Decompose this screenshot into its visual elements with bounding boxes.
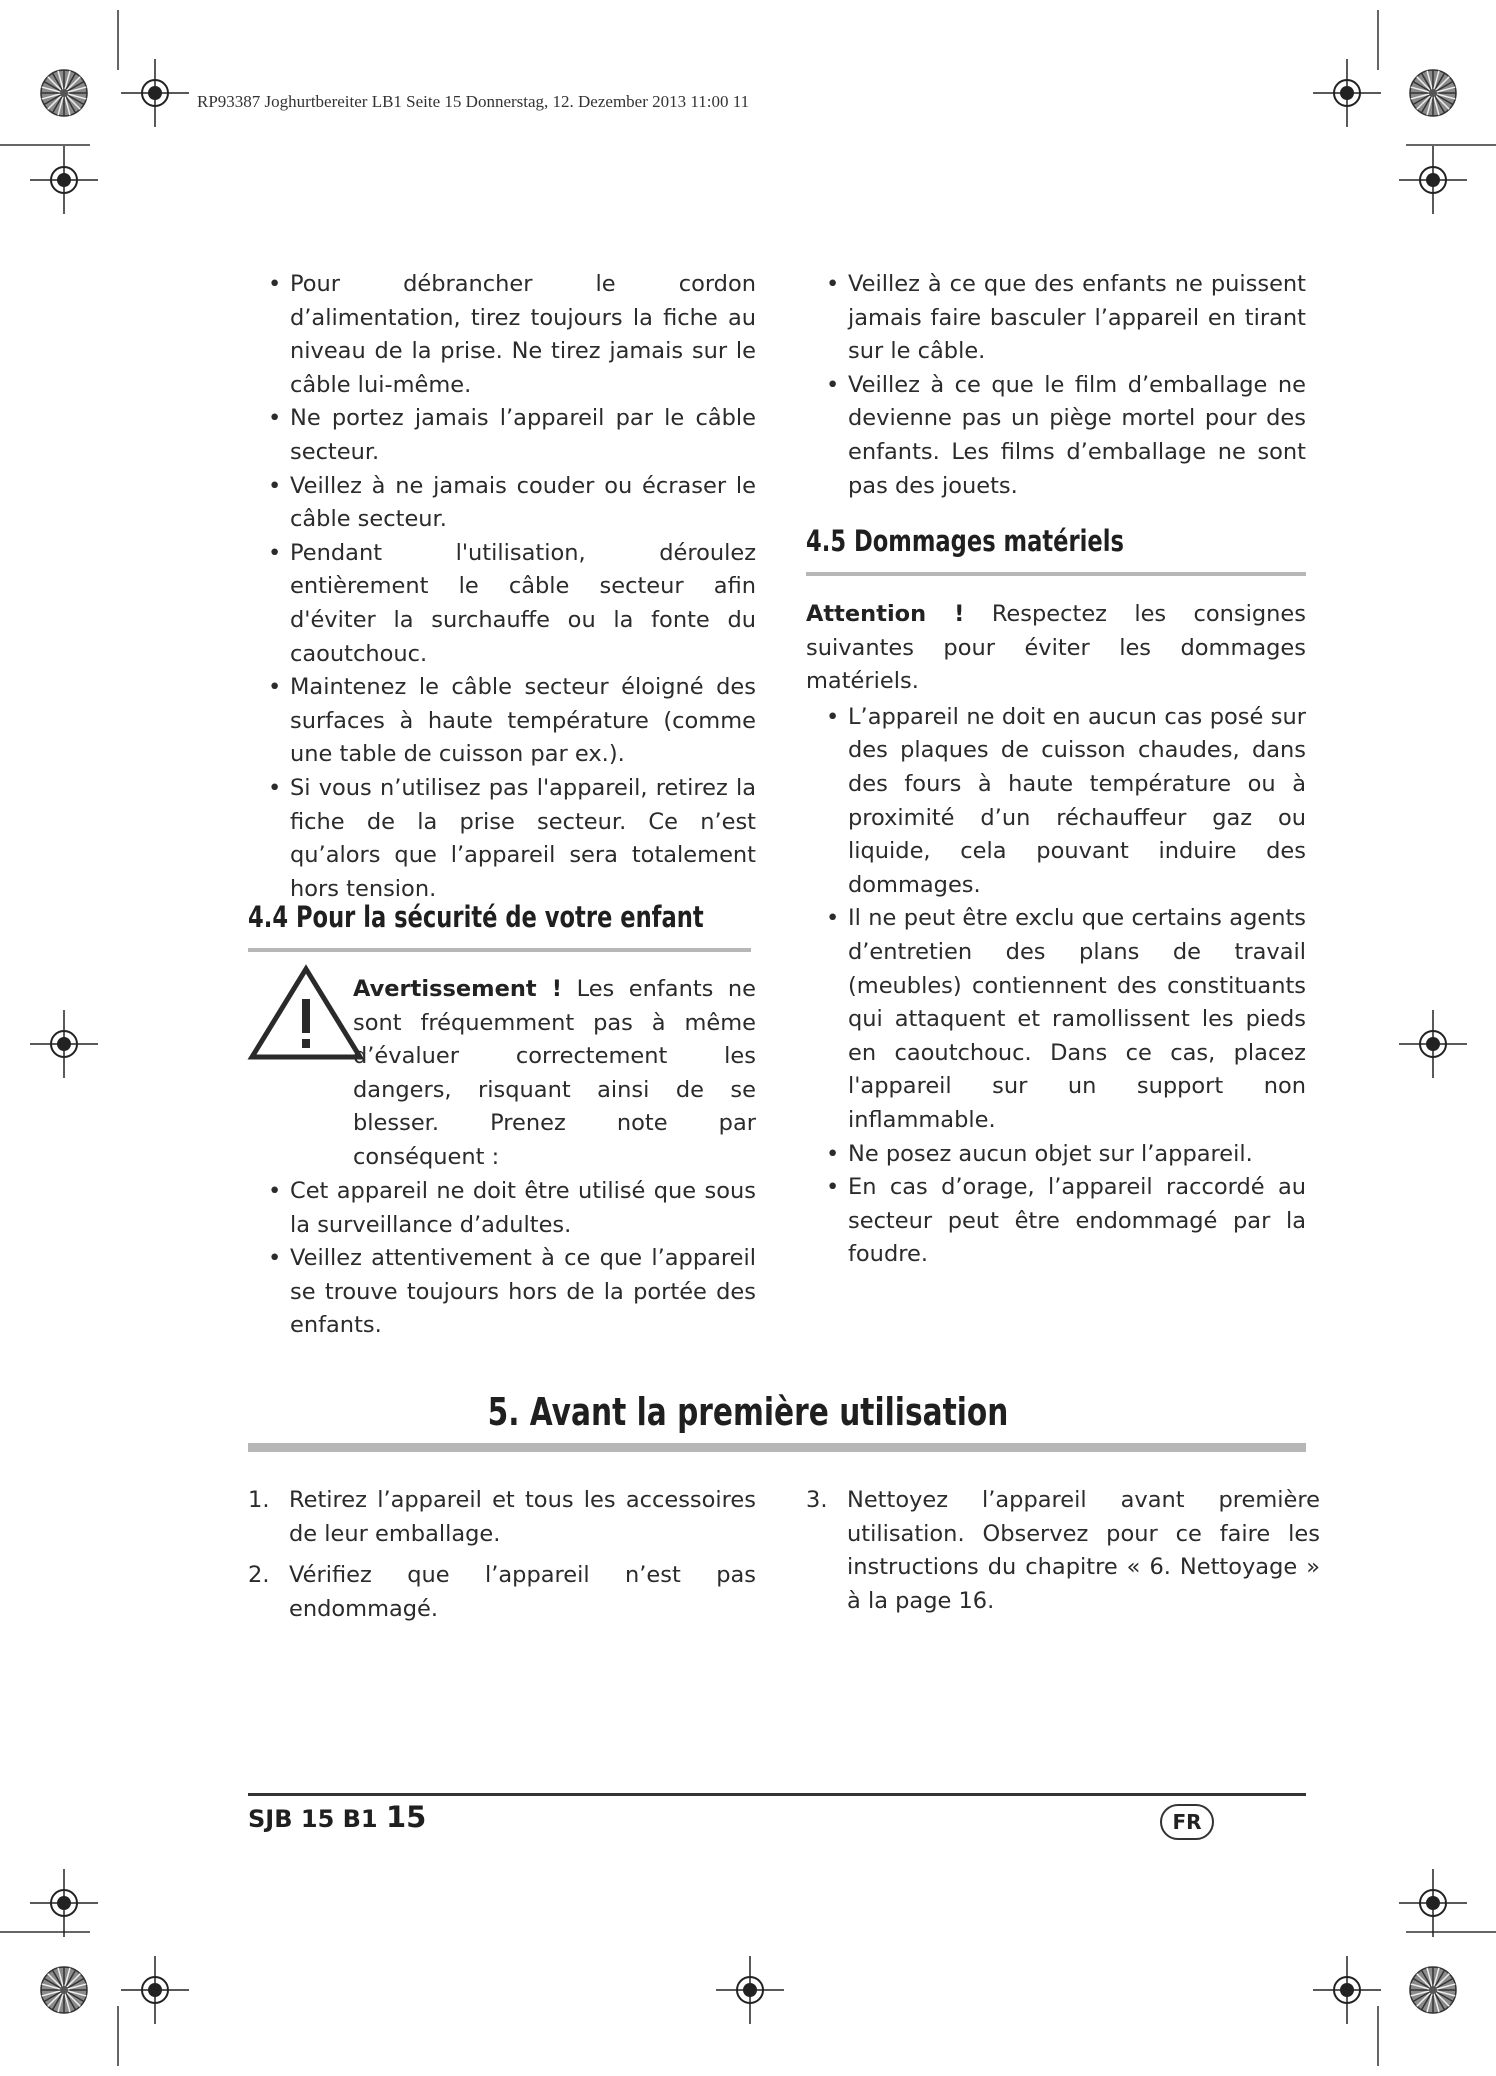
color-sunburst-mark xyxy=(1410,70,1456,116)
color-sunburst-mark xyxy=(41,1967,87,2013)
section-heading-4-4: 4.4 Pour la sécurité de votre enfant xyxy=(248,900,704,934)
list-item: • En cas d’orage, l’appareil raccordé au secteur peut être endommagé par la foudre. xyxy=(806,1171,1306,1272)
list-item: • Cet appareil ne doit être utilisé que sous la surveillance d’adultes. xyxy=(248,1175,756,1242)
registration-mark-icon xyxy=(1313,1956,1381,2024)
step-item xyxy=(806,1484,1320,1618)
list-item: • Si vous n’utilisez pas l'appareil, retirez la fiche de la prise secteur. Ce n’est qu’alors que l’appareil sera totalement hors tension. xyxy=(248,772,756,906)
child-safety-bullets xyxy=(248,1175,756,1343)
registration-mark-icon xyxy=(121,59,189,127)
registration-mark-icon xyxy=(716,1956,784,2024)
child-safety-list xyxy=(248,1175,756,1343)
registration-mark-icon xyxy=(30,1869,98,1937)
footer-rule xyxy=(248,1793,1306,1796)
page-number: 15 xyxy=(385,1800,427,1834)
list-item: • Veillez à ce que des enfants ne puissent jamais faire basculer l’appareil en tirant sur le câble. xyxy=(806,268,1306,369)
registration-mark-icon xyxy=(1399,146,1467,214)
print-slug-line: RP93387 Joghurtbereiter LB1 Seite 15 Donnerstag, 12. Dezember 2013 11:00 11 xyxy=(197,92,750,111)
section-heading-5: 5. Avant la première utilisation xyxy=(487,1390,1009,1434)
step-number: 1. xyxy=(248,1487,270,1513)
step-number: 2. xyxy=(248,1562,270,1589)
warning-paragraph xyxy=(353,973,756,1175)
step-number: 3. xyxy=(806,1487,828,1513)
left-column xyxy=(248,268,756,906)
list-item: • Ne portez jamais l’appareil par le câble secteur. xyxy=(248,402,756,469)
list-item: • L’appareil ne doit en aucun cas posé sur des plaques de cuisson chaudes, dans des fours à haute température ou à proximité d’un réchauffeur gaz ou liquide, cela pouvant induire des dommages. xyxy=(806,701,1306,903)
footer-model: SJB 15 B1 xyxy=(248,1805,378,1833)
step-list-right xyxy=(806,1484,1320,1618)
step-text: Vérifiez que l’appareil n’est pas endommagé. xyxy=(289,1562,756,1622)
steps-right xyxy=(806,1484,1320,1618)
warning-block xyxy=(353,973,756,1175)
registration-mark-icon xyxy=(1399,1869,1467,1937)
steps-left xyxy=(248,1484,756,1626)
attention-paragraph xyxy=(806,598,1306,699)
step-item xyxy=(248,1484,756,1551)
registration-mark-icon xyxy=(121,1956,189,2024)
language-badge: FR xyxy=(1160,1804,1214,1840)
list-item: • Veillez à ne jamais couder ou écraser le câble secteur. xyxy=(248,470,756,537)
list-item: • Pendant l'utilisation, déroulez entièrement le câble secteur afin d'éviter la surchauffe ou la fonte du caoutchouc. xyxy=(248,537,756,671)
step-text: Nettoyez l’appareil avant première utilisation. Observez pour ce faire les instructions du chapitre « 6. Nettoyage » à la page 16. xyxy=(847,1487,1320,1614)
warning-triangle-icon xyxy=(246,965,366,1065)
list-item: • Maintenez le câble secteur éloigné des surfaces à haute température (comme une table de cuisson par ex.). xyxy=(248,671,756,772)
warning-text: Les enfants ne sont fréquemment pas à même d’évaluer correctement les dangers, risquant ainsi de se blesser. Prenez note par conséquent : xyxy=(353,976,756,1170)
step-text: Retirez l’appareil et tous les accessoires de leur emballage. xyxy=(289,1487,756,1547)
section-rule xyxy=(248,1443,1306,1452)
right-column xyxy=(806,268,1306,503)
attention-label: Attention ! xyxy=(806,601,965,627)
registration-mark-icon xyxy=(1313,59,1381,127)
color-sunburst-mark xyxy=(1410,1967,1456,2013)
registration-mark-icon xyxy=(30,1010,98,1078)
registration-mark-icon xyxy=(30,146,98,214)
section-heading-4-5: 4.5 Dommages matériels xyxy=(806,524,1124,558)
left-bullet-list xyxy=(248,268,756,906)
list-item: • Il ne peut être exclu que certains agents d’entretien des plans de travail (meubles) contiennent des constituants qui attaquent et ramollissent les pieds en caoutchouc. Dans ce cas, placez l'appareil sur un support non inflammable. xyxy=(806,902,1306,1137)
damage-column xyxy=(806,598,1306,1272)
damage-bullet-list xyxy=(806,701,1306,1272)
color-sunburst-mark xyxy=(41,70,87,116)
attention-text: Respectez les consignes suivantes pour éviter les dommages matériels. xyxy=(806,601,1306,695)
step-list-left xyxy=(248,1484,756,1626)
list-item: • Veillez attentivement à ce que l’appareil se trouve toujours hors de la portée des enfants. xyxy=(248,1242,756,1343)
list-item: • Ne posez aucun objet sur l’appareil. xyxy=(806,1138,1306,1172)
registration-mark-icon xyxy=(1399,1010,1467,1078)
right-bullet-list xyxy=(806,268,1306,503)
step-item xyxy=(248,1559,756,1626)
list-item: • Pour débrancher le cordon d’alimentation, tirez toujours la fiche au niveau de la prise. Ne tirez jamais sur le câble lui-même. xyxy=(248,268,756,402)
section-rule xyxy=(248,948,751,952)
section-rule xyxy=(806,572,1306,576)
list-item: • Veillez à ce que le film d’emballage ne devienne pas un piège mortel pour des enfants. Les films d’emballage ne sont pas des jouets. xyxy=(806,369,1306,503)
warning-label: Avertissement ! xyxy=(353,976,563,1002)
footer-model-page xyxy=(248,1800,426,1834)
